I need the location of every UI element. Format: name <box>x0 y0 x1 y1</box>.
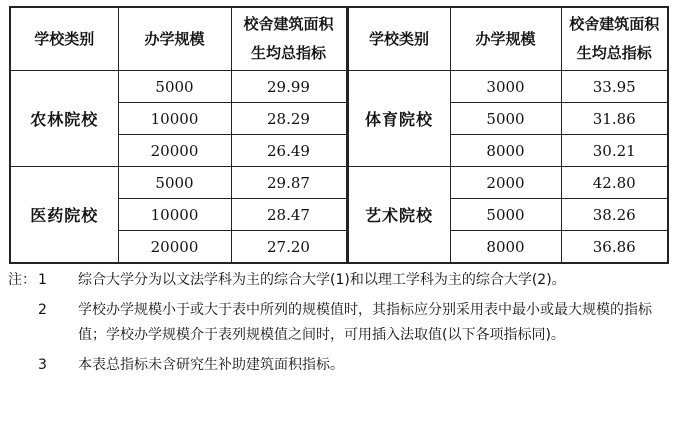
value-cell: 33.95 <box>561 71 668 103</box>
scale-cell: 5000 <box>450 103 561 135</box>
scale-cell: 10000 <box>118 103 231 135</box>
scale-cell: 5000 <box>450 199 561 231</box>
value-cell: 27.20 <box>231 231 347 264</box>
scale-cell: 20000 <box>118 231 231 264</box>
header-area-line2: 生均总指标 <box>250 44 326 62</box>
header-scale-right: 办学规模 <box>450 7 561 71</box>
value-cell: 42.80 <box>561 167 668 199</box>
scale-cell: 5000 <box>118 167 231 199</box>
note-number: 1 <box>38 272 47 288</box>
header-school-type-right: 学校类别 <box>347 7 450 71</box>
value-cell: 28.29 <box>231 103 347 135</box>
header-area-index-right <box>561 7 668 71</box>
notes-section <box>8 268 668 383</box>
value-cell: 29.99 <box>231 71 347 103</box>
note-number: 2 <box>38 302 47 318</box>
scale-cell: 5000 <box>118 71 231 103</box>
note-text: 综合大学分为以文法学科为主的综合大学(1)和以理工学科为主的综合大学(2)。 <box>78 272 566 288</box>
header-row <box>10 7 668 71</box>
category-cell: 医药院校 <box>10 167 118 264</box>
header-area-right-line2: 生均总指标 <box>576 44 652 62</box>
scale-cell: 20000 <box>118 135 231 167</box>
value-cell: 28.47 <box>231 199 347 231</box>
note-number: 3 <box>38 357 47 373</box>
category-cell: 农林院校 <box>10 71 118 167</box>
note-item <box>36 298 668 348</box>
header-area-line1: 校舍建筑面积 <box>243 15 334 33</box>
scale-cell: 8000 <box>450 135 561 167</box>
header-area-right-line1: 校舍建筑面积 <box>569 15 660 33</box>
notes-label: 注： <box>8 272 36 288</box>
scale-cell: 10000 <box>118 199 231 231</box>
value-cell: 31.86 <box>561 103 668 135</box>
standards-table <box>9 6 669 264</box>
value-cell: 30.21 <box>561 135 668 167</box>
header-school-type: 学校类别 <box>10 7 118 71</box>
scale-cell: 3000 <box>450 71 561 103</box>
note-item <box>36 353 668 378</box>
header-area-index <box>231 7 347 71</box>
value-cell: 26.49 <box>231 135 347 167</box>
table-row <box>10 71 668 103</box>
value-cell: 36.86 <box>561 231 668 264</box>
value-cell: 29.87 <box>231 167 347 199</box>
scale-cell: 8000 <box>450 231 561 264</box>
note-text: 本表总指标未含研究生补助建筑面积指标。 <box>78 357 344 373</box>
value-cell: 38.26 <box>561 199 668 231</box>
scale-cell: 2000 <box>450 167 561 199</box>
header-scale: 办学规模 <box>118 7 231 71</box>
note-item <box>8 268 668 293</box>
category-cell: 体育院校 <box>347 71 450 167</box>
table-row <box>10 167 668 199</box>
note-text: 学校办学规模小于或大于表中所列的规模值时，其指标应分别采用表中最小或最大规模的指标值；学校办学规模介于表列规模值之间时，可用插入法取值(以下各项指标同)。 <box>78 302 652 343</box>
category-cell: 艺术院校 <box>347 167 450 264</box>
